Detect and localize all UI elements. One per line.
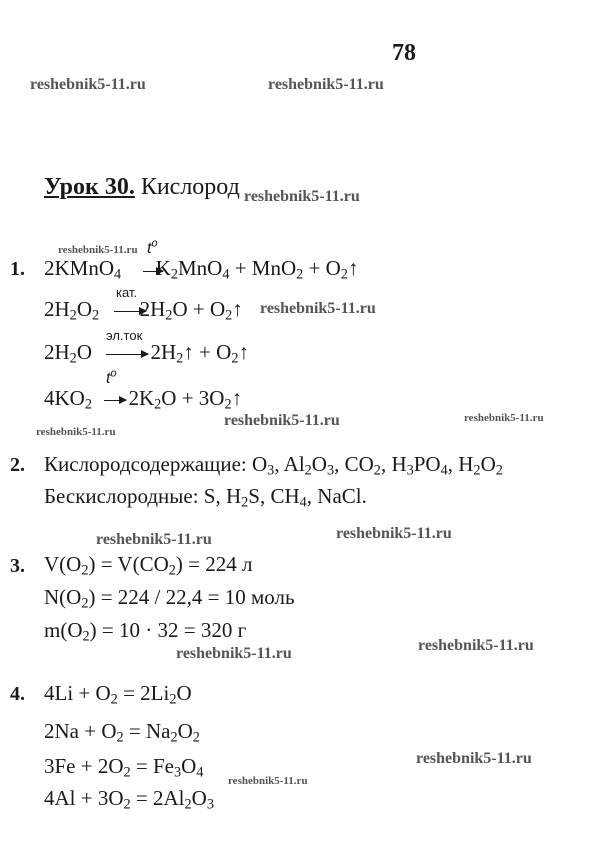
watermark: reshebnik5-11.ru [418, 637, 534, 654]
lesson-number: Урок 30. [44, 174, 135, 200]
equation-4: $4KO_2$ $2K_2O$ + $3O_2↑$ [44, 386, 243, 413]
reaction-arrow [114, 311, 146, 312]
task-number: 1. [10, 258, 25, 280]
watermark: reshebnik5-11.ru [260, 300, 376, 317]
task-number: 4. [10, 683, 25, 705]
watermark: reshebnik5-11.ru [36, 426, 116, 438]
watermark: reshebnik5-11.ru [30, 76, 146, 93]
watermark: reshebnik5-11.ru [228, 775, 308, 787]
reaction-arrow [104, 400, 126, 401]
equation-1: 2KMnO$_4$ $K_2MnO_4 + MnO_2$ + $O_2↑$ [44, 256, 359, 283]
lesson-topic: Кислород [140, 174, 240, 200]
watermark: reshebnik5-11.ru [244, 188, 360, 205]
condition-label: $t^o$ [106, 367, 117, 387]
watermark: reshebnik5-11.ru [224, 412, 340, 429]
watermark: reshebnik5-11.ru [336, 525, 452, 542]
equation: $4Al + 3O_2 = 2Al_2O_3$ [44, 786, 214, 813]
lesson-title [44, 174, 240, 201]
watermark: reshebnik5-11.ru [416, 750, 532, 767]
task-number: 2. [10, 454, 25, 476]
condition-label: эл.ток [106, 328, 143, 343]
task-number: 3. [10, 555, 25, 577]
equation-2: $2H_2O_2$ $2H_2O$ + $O_2↑$ [44, 297, 243, 324]
oxygen-free-line: Бескислородные: S, $H_2S$, $CH_4$, NaCl. [44, 484, 367, 511]
equation: $2Na + O_2 = Na_2O_2$ [44, 719, 200, 746]
equation: $3Fe + 2O_2 = Fe_3O_4$ [44, 754, 204, 781]
reaction-arrow [106, 354, 148, 355]
condition-label: кат. [116, 285, 138, 300]
watermark: reshebnik5-11.ru [464, 412, 544, 424]
calc-line: $V(O_2) = V(CO_2) = 224$ л [44, 552, 253, 579]
equation-3: $2H_2O$ $2H_2↑$ + $O_2↑$ [44, 340, 249, 367]
reaction-arrow [143, 271, 163, 272]
page-number: 78 [392, 40, 416, 66]
watermark: reshebnik5-11.ru [96, 531, 212, 548]
oxygen-containing-line: Кислородсодержащие: $O_3$, $Al_2O_3$, $CO_2$, $H_3PO_4$, $H_2O_2$ [44, 452, 503, 479]
condition-label: $t^o$ [147, 237, 158, 257]
watermark: reshebnik5-11.ru [176, 645, 292, 662]
watermark: reshebnik5-11.ru [58, 244, 138, 256]
calc-line: $m(O_2) = 10 \cdot 32 = 320$ г [44, 618, 247, 645]
calc-line: $N(O_2) = 224 / 22,4 = 10$ моль [44, 585, 295, 612]
equation: $4Li + O_2 = 2Li_2O$ [44, 681, 192, 708]
watermark: reshebnik5-11.ru [268, 76, 384, 93]
